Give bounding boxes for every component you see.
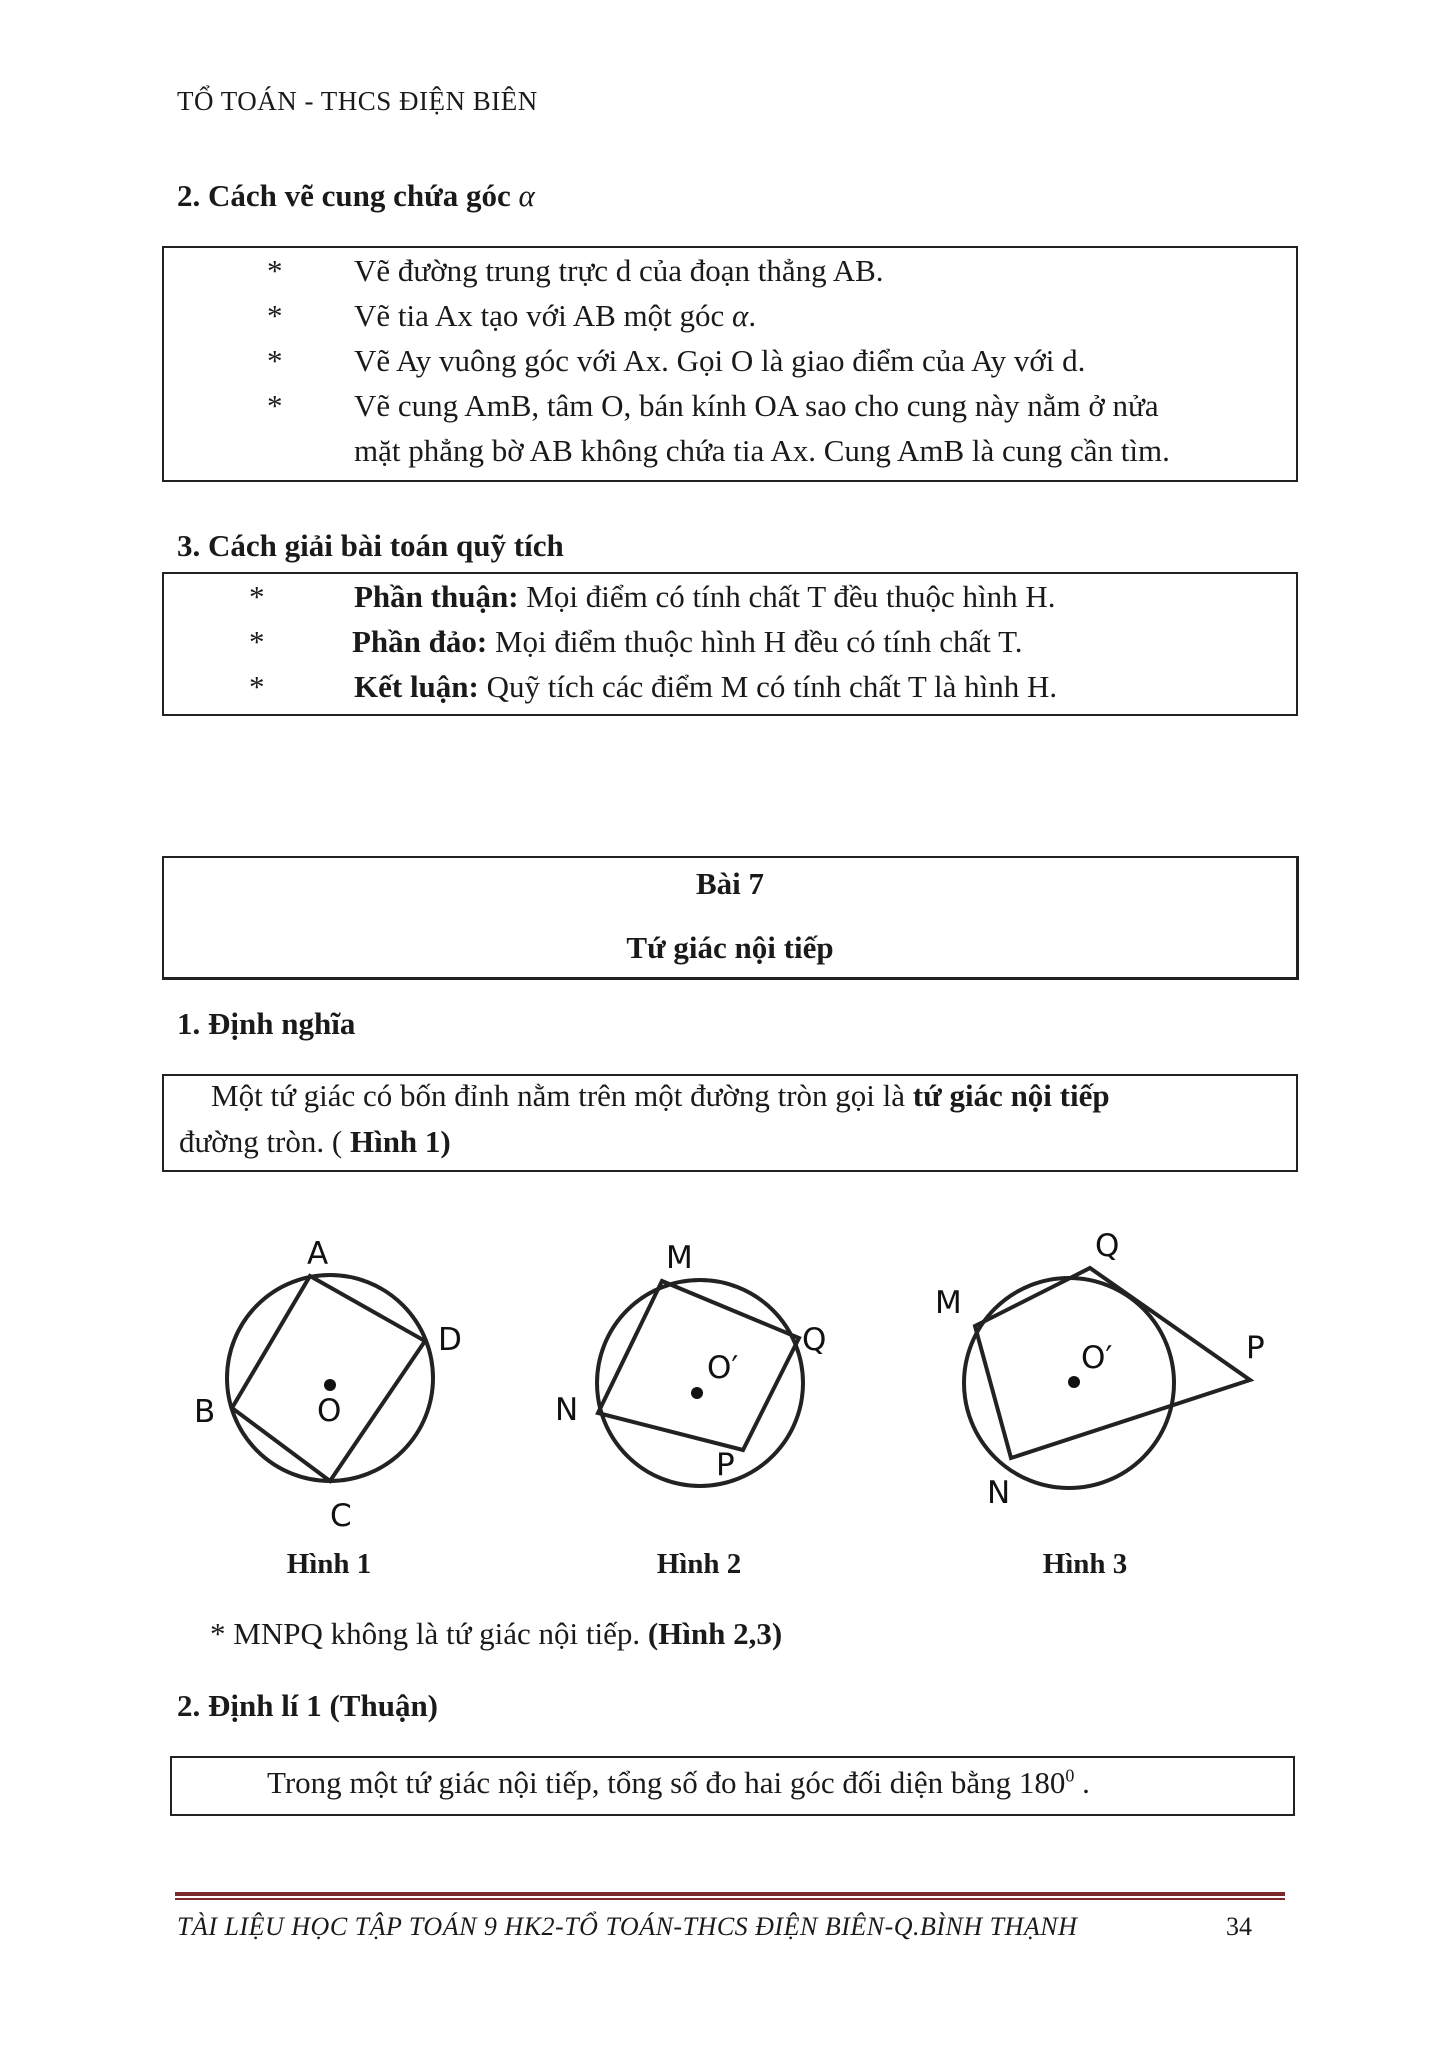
caption-figure-1: Hình 1 bbox=[286, 1548, 372, 1580]
figures-svg bbox=[180, 1228, 1280, 1548]
circle-2 bbox=[597, 1280, 803, 1486]
label-n3: N bbox=[987, 1475, 1011, 1511]
bullet: * bbox=[267, 343, 283, 378]
theorem-statement bbox=[267, 1765, 1090, 1801]
lesson-title-box bbox=[162, 856, 1299, 980]
label-a: A bbox=[307, 1236, 329, 1272]
label-q3: Q bbox=[1095, 1228, 1120, 1264]
caption-figure-3: Hình 3 bbox=[1042, 1548, 1128, 1580]
step-1: Vẽ đường trung trực d của đoạn thẳng AB. bbox=[354, 253, 884, 288]
definition-line1 bbox=[211, 1078, 1110, 1114]
definition-title: 1. Định nghĩa bbox=[177, 1006, 356, 1041]
degree-superscript: 0 bbox=[1065, 1765, 1075, 1786]
note-text: * MNPQ không là tứ giác nội tiếp. bbox=[210, 1616, 648, 1651]
lesson-title: Tứ giác nội tiếp bbox=[626, 930, 834, 965]
note-ref: (Hình 2,3) bbox=[647, 1616, 783, 1651]
label-q2: Q bbox=[802, 1322, 827, 1358]
label-o2: O′ bbox=[707, 1350, 739, 1386]
bullet: * bbox=[249, 579, 265, 614]
bullet: * bbox=[267, 253, 283, 288]
label-m2: M bbox=[666, 1240, 693, 1276]
locus-text: Mọi điểm có tính chất T đều thuộc hình H. bbox=[518, 579, 1056, 614]
caption-figure-2: Hình 2 bbox=[656, 1548, 742, 1580]
label-o: O bbox=[317, 1393, 342, 1429]
definition-term: tứ giác nội tiếp bbox=[912, 1078, 1110, 1113]
label-m3: M bbox=[935, 1285, 962, 1321]
theorem-title: 2. Định lí 1 (Thuận) bbox=[177, 1688, 439, 1723]
locus-text: Mọi điểm thuộc hình H đều có tính chất T. bbox=[487, 624, 1023, 659]
lesson-number: Bài 7 bbox=[695, 866, 765, 901]
label-c: C bbox=[330, 1498, 352, 1534]
locus-label: Phần đảo: bbox=[352, 624, 488, 659]
step-3: Vẽ Ay vuông góc với Ax. Gọi O là giao điểm của Ay với d. bbox=[354, 343, 1086, 378]
locus-steps-box bbox=[162, 572, 1298, 716]
definition-text-2: đường tròn. ( bbox=[179, 1124, 350, 1159]
locus-item-3 bbox=[354, 669, 1057, 705]
step-4-line2: mặt phẳng bờ AB không chứa tia Ax. Cung AmB là cung cần tìm. bbox=[354, 433, 1170, 468]
locus-item-2 bbox=[352, 624, 1022, 660]
alpha-symbol: α bbox=[732, 298, 749, 333]
locus-label: Kết luận: bbox=[354, 669, 479, 704]
page-header: TỔ TOÁN - THCS ĐIỆN BIÊN bbox=[177, 86, 538, 116]
step-2 bbox=[354, 298, 756, 334]
definition-text: Một tứ giác có bốn đỉnh nằm trên một đường tròn gọi là bbox=[211, 1078, 913, 1113]
period: . bbox=[748, 298, 757, 333]
center-dot-o3 bbox=[1068, 1376, 1080, 1388]
section-title-text: 2. Cách vẽ cung chứa góc bbox=[177, 178, 511, 213]
quadrilateral-mnpq-3 bbox=[975, 1268, 1250, 1458]
section-title-arc-construction bbox=[177, 178, 535, 214]
label-d: D bbox=[438, 1322, 462, 1358]
footer-rule-bottom bbox=[175, 1898, 1285, 1900]
label-p2: P bbox=[716, 1447, 735, 1483]
theorem-end: . bbox=[1074, 1765, 1090, 1800]
locus-text: Quỹ tích các điểm M có tính chất T là hình H. bbox=[478, 669, 1058, 704]
quadrilateral-abcd bbox=[232, 1276, 425, 1481]
locus-label: Phần thuận: bbox=[354, 579, 519, 614]
center-dot-o2 bbox=[691, 1387, 703, 1399]
bullet: * bbox=[249, 669, 265, 704]
step-2-text: Vẽ tia Ax tạo với AB một góc bbox=[354, 298, 725, 333]
page-number: 34 bbox=[1226, 1912, 1252, 1941]
bullet: * bbox=[249, 624, 265, 659]
label-b: B bbox=[194, 1394, 216, 1430]
definition-ref: Hình 1) bbox=[349, 1124, 451, 1159]
locus-item-1 bbox=[354, 579, 1056, 615]
theorem-text: Trong một tứ giác nội tiếp, tổng số đo hai góc đối diện bằng 180 bbox=[267, 1765, 1066, 1800]
definition-box bbox=[162, 1074, 1298, 1172]
footer-rule-top bbox=[175, 1892, 1285, 1896]
note-line bbox=[210, 1616, 782, 1652]
step-4-line1: Vẽ cung AmB, tâm O, bán kính OA sao cho cung này nằm ở nửa bbox=[354, 388, 1159, 423]
definition-line2 bbox=[179, 1124, 451, 1160]
bullet: * bbox=[267, 298, 283, 333]
label-p3: P bbox=[1246, 1330, 1265, 1366]
label-n2: N bbox=[555, 1392, 579, 1428]
center-dot-o bbox=[324, 1379, 336, 1391]
construction-steps-box bbox=[162, 246, 1298, 482]
bullet: * bbox=[267, 388, 283, 423]
footer-text: TÀI LIỆU HỌC TẬP TOÁN 9 HK2-TỔ TOÁN-THCS ĐIỆN BIÊN-Q.BÌNH THẠNH bbox=[177, 1912, 1078, 1941]
label-o3: O′ bbox=[1081, 1340, 1113, 1376]
section-title-locus: 3. Cách giải bài toán quỹ tích bbox=[177, 528, 564, 563]
alpha-symbol: α bbox=[518, 178, 535, 213]
theorem-box bbox=[170, 1756, 1295, 1816]
